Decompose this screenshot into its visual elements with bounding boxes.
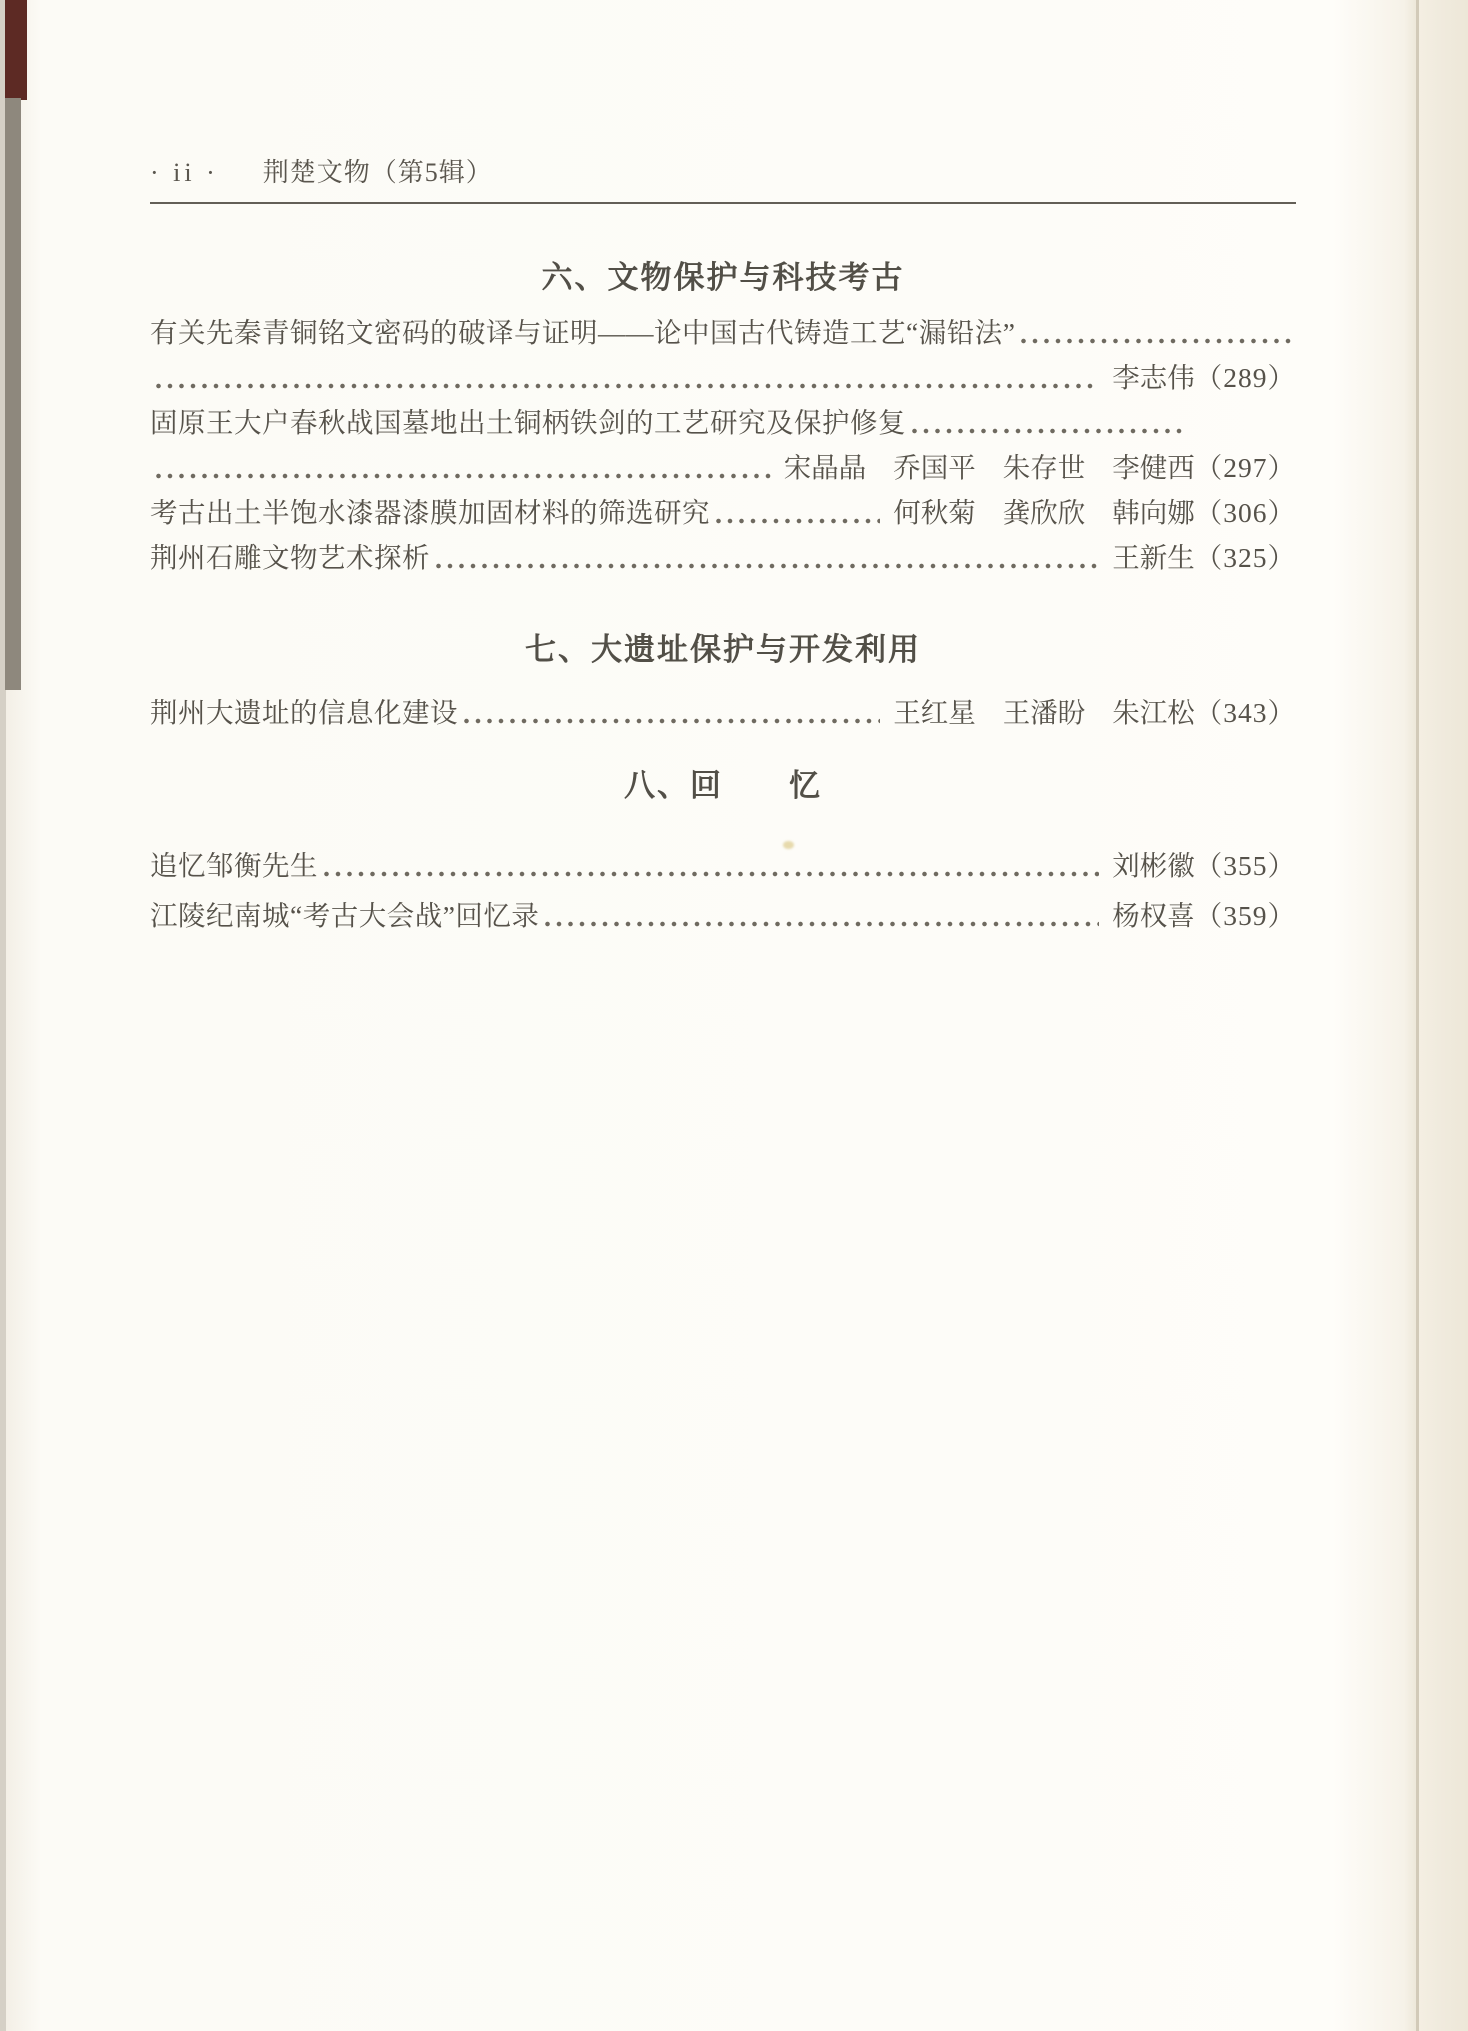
header-rule [150,202,1296,204]
entry-title: 有关先秦青铜铭文密码的破译与证明——论中国古代铸造工艺“漏铅法” [150,317,1016,348]
toc-entry [150,310,1296,400]
toc-entry [150,893,1296,938]
dot-leader [155,381,1099,391]
toc-entry-line [150,400,1296,445]
toc-entry-line [150,843,1296,888]
toc-entry [150,400,1296,490]
entry-page-number: （359） [1194,900,1296,931]
author-name: 龚欣欣 [1002,497,1086,528]
author-name: 李健西 [1112,452,1195,483]
author-name: 朱江松 [1112,697,1195,728]
section-entries [150,690,1296,735]
entry-authors [1112,535,1195,580]
author-name: 宋晶晶 [783,452,867,483]
toc-entry-line [150,490,1296,535]
page-edge-strip [5,98,21,690]
toc-content [150,152,1296,938]
section-heading: 六、文物保护与科技考古 [541,260,905,296]
dot-leader [155,471,771,481]
section-heading: 七、大遗址保护与开发利用 [525,632,921,668]
toc-entry-line [150,893,1296,938]
entry-authors [1112,355,1195,400]
toc-entry-line [150,445,1296,490]
author-name: 王红星 [893,697,976,728]
toc-entry [150,535,1296,580]
entry-title: 荆州大遗址的信息化建设 [150,697,458,728]
dot-leader [1020,336,1291,346]
entry-page-number: （289） [1194,362,1296,393]
toc-section [150,258,1296,580]
entry-title: 追忆邹衡先生 [150,850,318,881]
dot-leader [911,426,1184,436]
author-name: 刘彬徽 [1112,850,1195,881]
dot-leader [715,516,880,526]
entry-authors [784,445,1195,490]
spine-strip [5,0,27,100]
entry-authors [893,690,1195,735]
toc-entry-line [150,535,1296,580]
author-name: 何秋菊 [893,497,976,528]
toc-entry [150,490,1296,535]
toc-entry-line [150,355,1296,400]
entry-authors [1112,843,1195,888]
dot-leader [544,919,1099,929]
entry-authors [1112,893,1195,938]
section-heading: 八、回 忆 [624,768,822,804]
author-name: 乔国平 [893,452,976,483]
entry-page-number: （306） [1194,497,1296,528]
toc-section [150,630,1296,735]
section-entries [150,310,1296,580]
entry-title: 江陵纪南城“考古大会战”回忆录 [150,900,540,931]
entry-page-number: （355） [1194,850,1296,881]
scan-right-background [1419,0,1468,2031]
toc-sections [150,258,1296,938]
entry-title: 考古出土半饱水漆器漆膜加固材料的筛选研究 [150,497,710,528]
toc-entry [150,843,1296,888]
toc-entry [150,690,1296,735]
author-name: 朱存世 [1002,452,1086,483]
toc-entry-line [150,690,1296,735]
author-name: 韩向娜 [1112,497,1195,528]
toc-section [150,766,1296,938]
book-title: 荆楚文物（第5辑） [262,158,493,187]
dot-leader [463,716,880,726]
author-name: 李志伟 [1112,362,1195,393]
toc-entry-line [150,310,1296,355]
dot-leader [323,869,1099,879]
folio-page-number: · ii · [150,158,219,187]
entry-page-number: （297） [1194,452,1296,483]
section-entries [150,843,1296,938]
entry-page-number: （343） [1194,697,1296,728]
dot-leader [435,561,1099,571]
running-head [150,152,1296,189]
author-name: 杨权喜 [1112,900,1195,931]
author-name: 王潘盼 [1002,697,1086,728]
entry-title: 固原王大户春秋战国墓地出土铜柄铁剑的工艺研究及保护修复 [150,407,906,438]
entry-page-number: （325） [1194,542,1296,573]
author-name: 王新生 [1112,542,1195,573]
entry-title: 荆州石雕文物艺术探析 [150,542,430,573]
entry-authors [893,490,1195,535]
